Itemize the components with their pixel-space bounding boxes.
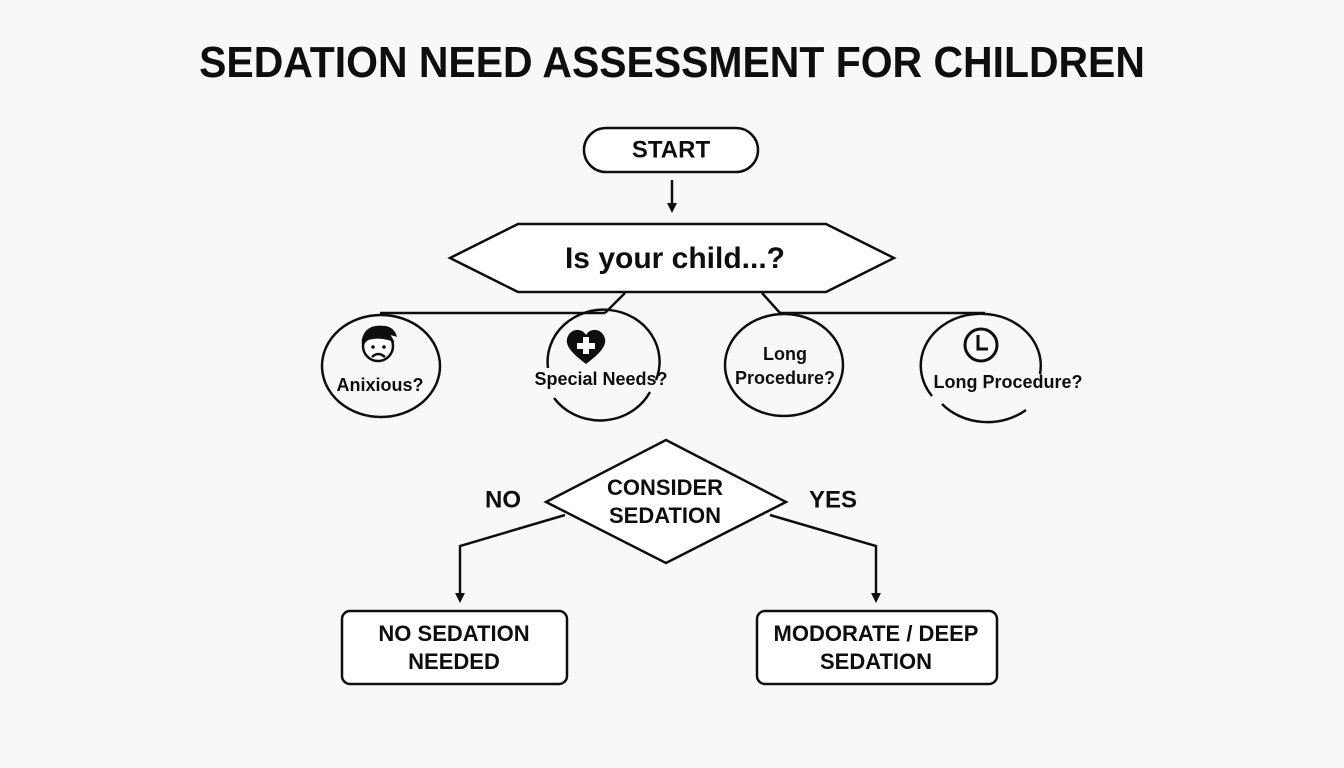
outcome-yes-line2: SEDATION (819, 648, 933, 674)
question-label: Is your child...? (564, 242, 786, 275)
decision-node (546, 440, 786, 563)
decision-label-line2: SEDATION (608, 502, 722, 528)
criterion-label-special-needs: Special Needs? (534, 369, 668, 390)
outcome-no-line1: NO SEDATION (378, 620, 530, 646)
criterion-label-long-procedure: Long Procedure? (933, 372, 1083, 393)
outcome-no-line2: NEEDED (408, 648, 500, 674)
page-title: SEDATION NEED ASSESSMENT FOR CHILDREN (199, 38, 1145, 87)
heart-plus-icon (567, 330, 605, 364)
outcome-yes-line1: MODORATE / DEEP (773, 620, 979, 646)
arrow-yes (770, 515, 876, 598)
arrow-no (460, 515, 565, 598)
connector-line (762, 293, 780, 313)
start-label: START (631, 136, 711, 164)
branch-yes-label: YES (808, 486, 858, 514)
criterion-circle-special-needs (548, 310, 660, 421)
criterion-label-anxious: Anixious? (336, 375, 424, 396)
criterion-label-long-line1: Long (763, 344, 807, 365)
branch-no-label: NO (485, 486, 521, 514)
criterion-label-long-line2: Procedure? (734, 368, 836, 389)
sad-face-icon (363, 327, 395, 361)
clock-icon (965, 329, 997, 361)
decision-label-line1: CONSIDER (606, 474, 724, 500)
